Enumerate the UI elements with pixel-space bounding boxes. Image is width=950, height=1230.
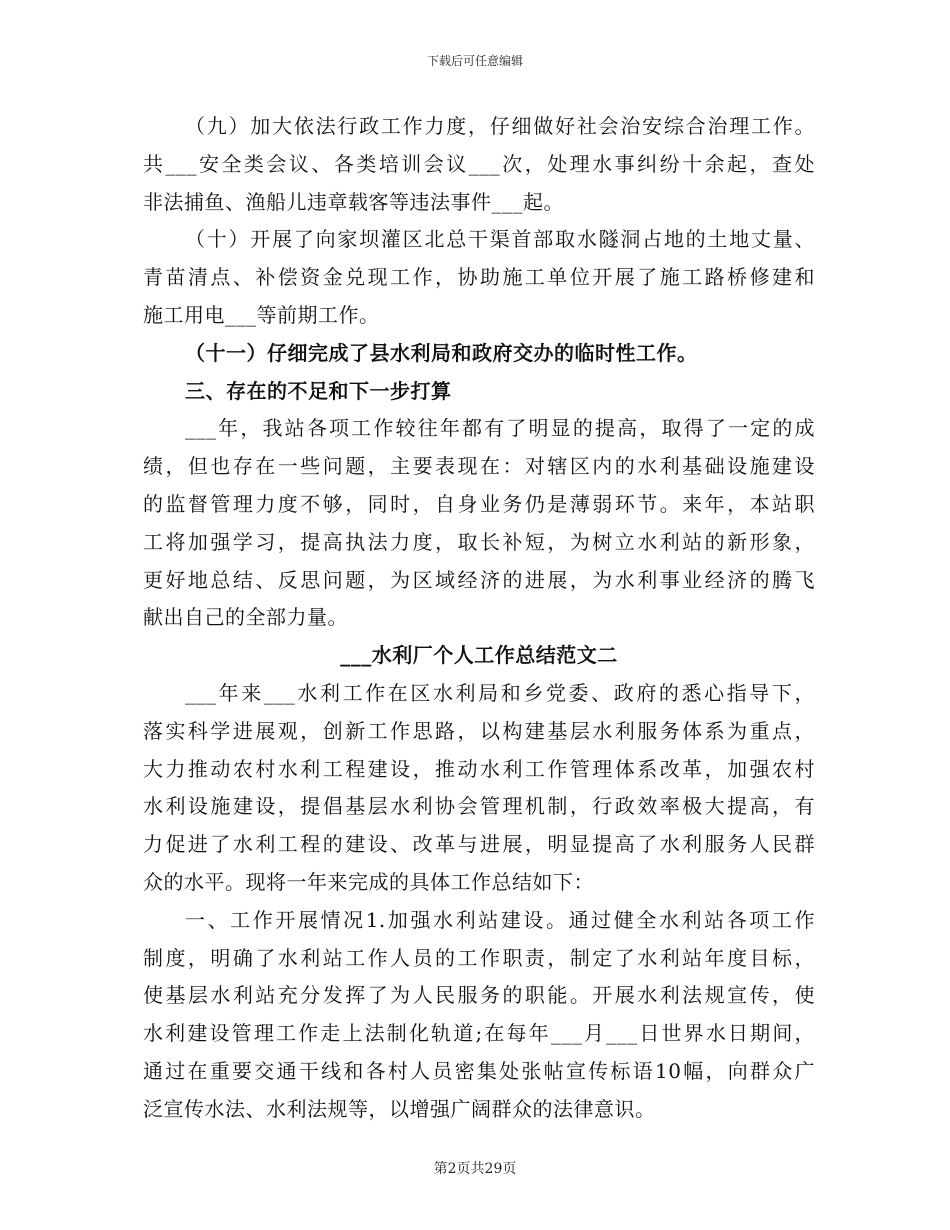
paragraph-line: 非法捕鱼、渔船儿违章载客等违法事件___起。 (143, 189, 564, 214)
paragraph-line: ___年来___水利工作在区水利局和乡党委、政府的悉心指导下， (185, 680, 815, 705)
paragraph-line: 众的水平。现将一年来完成的具体工作总结如下： (143, 869, 594, 894)
document-body (143, 108, 815, 1129)
paragraph-line: 大力推动农村水利工程建设，推动水利工作管理体系改革，加强农村 (143, 756, 815, 781)
paragraph-line: ___年，我站各项工作较往年都有了明显的提高，取得了一定的成 (185, 416, 815, 441)
paragraph-line: 的监督管理力度不够，同时，自身业务仍是薄弱环节。来年，本站职 (143, 491, 815, 516)
page-footer: 第2页共29页 (433, 1161, 517, 1177)
paragraph-line: 通过在重要交通干线和各村人员密集处张帖宣传标语10幅，向群众广 (143, 1058, 815, 1083)
section-heading: 三、存在的不足和下一步打算 (185, 378, 452, 403)
paragraph-line: 水利设施建设，提倡基层水利协会管理机制，行政效率极大提高，有 (143, 794, 815, 819)
paragraph-line: 力促进了水利工程的建设、改革与进展，明显提高了水利服务人民群 (143, 832, 815, 857)
paragraph-line: 使基层水利站充分发挥了为人民服务的职能。开展水利法规宣传，使 (143, 983, 815, 1008)
article-title: ___水利厂个人工作总结范文二 (340, 643, 618, 668)
bold-heading: （十一）仔细完成了县水利局和政府交办的临时性工作。 (185, 340, 698, 365)
paragraph-line: 青苗清点、补偿资金兑现工作，协助施工单位开展了施工路桥修建和 (143, 265, 815, 290)
paragraph-line: 共___安全类会议、各类培训会议___次，处理水事纠纷十余起，查处 (143, 151, 815, 176)
paragraph-line: 水利建设管理工作走上法制化轨道;在每年___月___日世界水日期间， (143, 1021, 815, 1046)
paragraph-line: 绩，但也存在一些问题，主要表现在：对辖区内的水利基础设施建设 (143, 454, 815, 479)
paragraph-line: 落实科学进展观，创新工作思路，以构建基层水利服务体系为重点， (143, 718, 815, 743)
paragraph-line: （九）加大依法行政工作力度，仔细做好社会治安综合治理工作。 (185, 114, 815, 138)
paragraph-line: 施工用电___等前期工作。 (143, 302, 380, 327)
paragraph-line: 一、工作开展情况1.加强水利站建设。通过健全水利站各项工作 (185, 907, 815, 932)
paragraph-line: 更好地总结、反思问题，为区域经济的进展，为水利事业经济的腾飞 (143, 567, 815, 592)
paragraph-line: （十）开展了向家坝灌区北总干渠首部取水隧洞占地的土地丈量、 (185, 227, 815, 252)
paragraph-line: 工将加强学习，提高执法力度，取长补短，为树立水利站的新形象， (143, 529, 815, 554)
paragraph-line: 献出自己的全部力量。 (143, 605, 348, 630)
paragraph-line: 泛宣传水法、水利法规等，以增强广阔群众的法律意识。 (143, 1096, 656, 1121)
paragraph-line: 制度，明确了水利站工作人员的工作职责，制定了水利站年度目标， (143, 945, 815, 970)
page-header: 下载后可任意编辑 (426, 54, 523, 68)
